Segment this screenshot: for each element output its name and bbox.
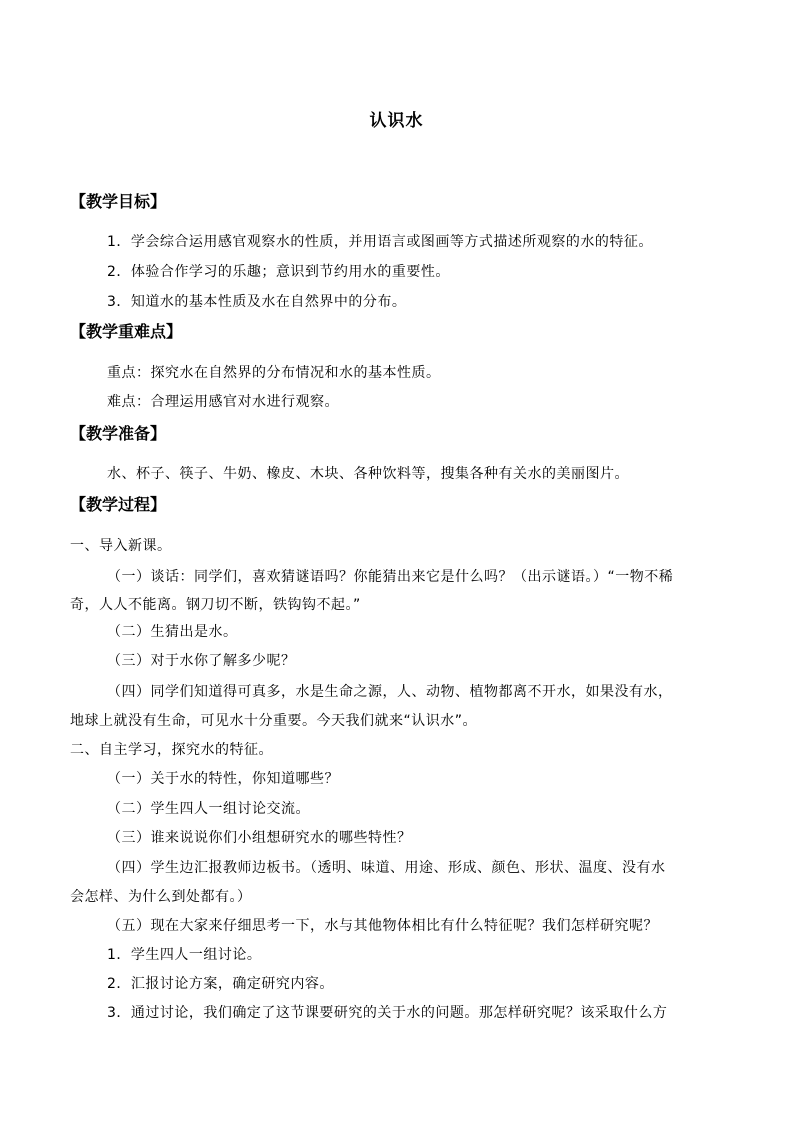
prep-text: 水、杯子、筷子、牛奶、橡皮、木块、各种饮料等，搜集各种有关水的美丽图片。	[107, 466, 629, 482]
document-title: 认识水	[369, 111, 424, 131]
part2-paragraph-4-line-1: （四）学生边汇报教师边板书。（透明、味道、用途、形成、颜色、形状、温度、没有水	[107, 860, 666, 876]
section-heading-process: 【教学过程】	[70, 495, 167, 514]
difficulty-text: 难点：合理运用感官对水进行观察。	[107, 394, 339, 410]
part2-step-1: 1．学生四人一组讨论。	[107, 947, 262, 963]
part1-paragraph-4-line-1: （四）同学们知道得可真多，水是生命之源，人、动物、植物都离不开水，如果没有水，	[107, 684, 673, 700]
part2-step-2: 2．汇报讨论方案，确定研究内容。	[107, 976, 334, 992]
process-part-1-title: 一、导入新课。	[70, 538, 172, 554]
part2-paragraph-2: （二）学生四人一组讨论交流。	[107, 801, 310, 817]
part1-paragraph-3: （三）对于水你了解多少呢？	[107, 653, 296, 669]
part2-paragraph-5: （五）现在大家来仔细思考一下，水与其他物体相比有什么特征呢？我们怎样研究呢？	[107, 918, 658, 934]
part1-paragraph-2: （二）生猜出是水。	[107, 624, 238, 640]
goal-item-3: 3．知道水的基本性质及水在自然界中的分布。	[107, 294, 407, 310]
section-heading-prep: 【教学准备】	[70, 424, 167, 443]
part1-paragraph-1-line-1: （一）谈话：同学们，喜欢猜谜语吗？你能猜出来它是什么吗？（出示谜语。）“一物不稀	[107, 569, 674, 585]
keypoint-text: 重点：探究水在自然界的分布情况和水的基本性质。	[107, 365, 441, 381]
goal-item-1: 1．学会综合运用感官观察水的性质，并用语言或图画等方式描述所观察的水的特征。	[107, 234, 653, 250]
part2-paragraph-3: （三）谁来说说你们小组想研究水的哪些特性？	[107, 830, 412, 846]
section-heading-goals: 【教学目标】	[70, 192, 167, 211]
section-heading-keypoints: 【教学重难点】	[70, 322, 183, 341]
goal-item-2: 2．体验合作学习的乐趣；意识到节约用水的重要性。	[107, 264, 450, 280]
part2-paragraph-1: （一）关于水的特性，你知道哪些？	[107, 771, 339, 787]
part2-step-3: 3．通过讨论，我们确定了这节课要研究的关于水的问题。那怎样研究呢？该采取什么方	[107, 1005, 668, 1021]
part2-paragraph-4-line-2: 会怎样、为什么到处都有。）	[70, 889, 252, 905]
part1-paragraph-4-line-2: 地球上就没有生命，可见水十分重要。今天我们就来“认识水”。	[70, 713, 478, 729]
process-part-2-title: 二、自主学习，探究水的特征。	[70, 742, 273, 758]
part1-paragraph-1-line-2: 奇，人人不能离。钢刀切不断，铁钩钩不起。”	[70, 597, 361, 613]
